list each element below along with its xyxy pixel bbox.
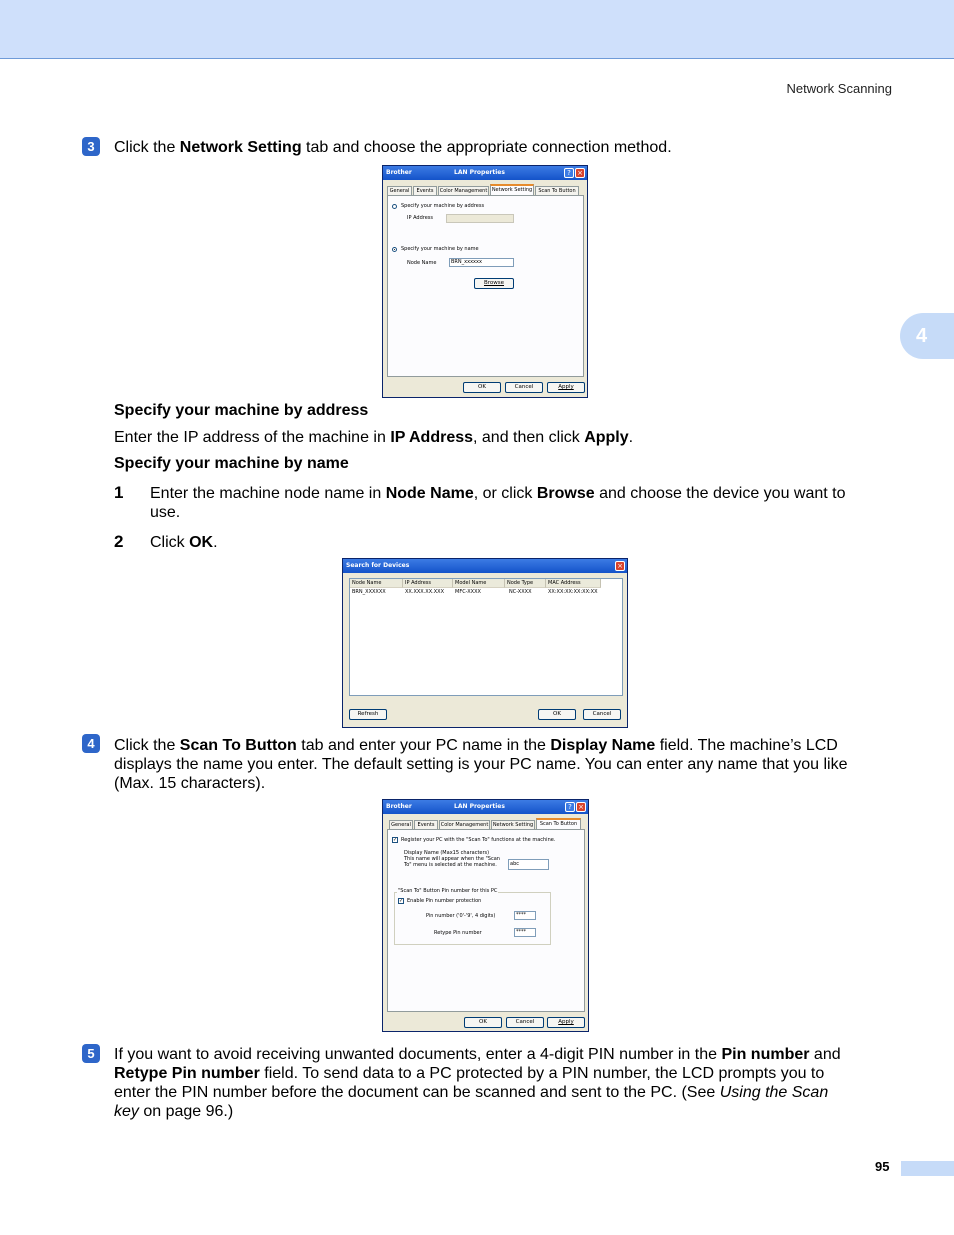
header-band	[0, 0, 954, 59]
name-radio[interactable]	[392, 247, 397, 252]
step-5-text-line-1: If you want to avoid receiving unwanted documents, enter a 4-digit PIN number in the Pin number and	[114, 1046, 841, 1063]
network-setting-panel	[387, 195, 584, 377]
close-button[interactable]: ×	[576, 802, 586, 812]
help-button[interactable]: ?	[565, 802, 575, 812]
close-button[interactable]: ×	[575, 168, 585, 178]
step-4-text-line-2: displays the name you enter. The default setting is your PC name. You can enter any name that you like	[114, 756, 848, 773]
tab-general[interactable]: General	[387, 186, 412, 195]
ok-button[interactable]: OK	[464, 1017, 502, 1028]
column-mac-address[interactable]: MAC Address	[546, 579, 601, 588]
step-5-text-line-4: key on page 96.)	[114, 1103, 234, 1120]
row-mac-address: XX:XX:XX:XX:XX:XX	[548, 589, 598, 595]
step-5-badge: 5	[82, 1044, 100, 1063]
cancel-button[interactable]: Cancel	[506, 1017, 544, 1028]
name-heading: Specify your machine by name	[114, 455, 349, 472]
ip-address-input[interactable]	[446, 214, 514, 223]
item-2-text: Click OK.	[150, 534, 218, 551]
step-4-badge: 4	[82, 734, 100, 753]
apply-button[interactable]: Apply	[547, 1017, 585, 1028]
ok-button[interactable]: OK	[463, 382, 501, 393]
tab-scan-to-button[interactable]: Scan To Button	[536, 818, 581, 830]
page-number: 95	[875, 1159, 890, 1174]
tab-network-setting[interactable]: Network Setting	[492, 822, 534, 828]
refresh-button[interactable]: Refresh	[349, 709, 387, 720]
address-radio-label: Specify your machine by address	[401, 203, 485, 209]
item-1-number: 1	[114, 483, 124, 502]
scan-to-button-panel	[387, 829, 585, 1012]
ok-button[interactable]: OK	[538, 709, 576, 720]
step-5-text-line-3: enter the PIN number before the document can be scanned and sent to the PC. (See Using the Scan	[114, 1084, 829, 1101]
pin-number-input[interactable]: ****	[514, 911, 536, 920]
column-node-name[interactable]: Node Name	[350, 579, 403, 588]
search-for-devices-dialog	[342, 558, 628, 728]
register-checkbox[interactable]: ✓	[393, 837, 398, 843]
page-number-bar	[901, 1161, 954, 1176]
step-4-text-line-1: Click the Scan To Button tab and enter your PC name in the Display Name field. The machine’s LCD	[114, 737, 838, 754]
item-1-text: Enter the machine node name in Node Name, or click Browse and choose the device you want to	[150, 485, 846, 502]
dialog-titlebar: Brother LAN Properties	[383, 166, 587, 180]
lan-properties-scan-to-dialog	[382, 799, 589, 1032]
node-name-input[interactable]: BRN_xxxxxx	[449, 258, 514, 267]
step-3-badge: 3	[82, 137, 100, 156]
address-instruction: Enter the IP address of the machine in IP Address, and then click Apply.	[114, 429, 634, 446]
chapter-tab: 4	[900, 313, 954, 359]
retype-pin-label: Retype Pin number	[434, 930, 482, 936]
lan-properties-network-dialog	[382, 165, 588, 398]
column-ip-address[interactable]: IP Address	[403, 579, 453, 588]
tab-events[interactable]: Events	[413, 186, 437, 195]
enable-pin-checkbox[interactable]: ✓	[399, 898, 404, 904]
section-title: Network Scanning	[786, 81, 892, 96]
tab-color-management[interactable]: Color Management	[439, 188, 488, 194]
step-5-text-line-2: Retype Pin number field. To send data to a PC protected by a PIN number, the LCD prompts you to	[114, 1065, 825, 1082]
node-name-label: Node Name	[407, 260, 437, 266]
name-radio-label: Specify your machine by name	[401, 246, 479, 252]
tab-color-management[interactable]: Color Management	[440, 822, 489, 828]
cancel-button[interactable]: Cancel	[583, 709, 621, 720]
display-name-hint-2: To" menu is selected at the machine.	[404, 862, 497, 868]
row-node-type: NC-XXXX	[509, 589, 532, 595]
step-4-text-line-3: (Max. 15 characters).	[114, 775, 266, 792]
ip-address-label: IP Address	[407, 215, 433, 221]
tab-general[interactable]: General	[389, 820, 413, 829]
address-heading: Specify your machine by address	[114, 402, 369, 419]
step-3-text: Click the Network Setting tab and choose the appropriate connection method.	[114, 139, 672, 156]
cancel-button[interactable]: Cancel	[505, 382, 543, 393]
pin-number-label: Pin number ('0'-'9', 4 digits)	[426, 913, 496, 919]
close-button[interactable]: ×	[615, 561, 625, 571]
item-1-text-continued: use.	[150, 504, 181, 521]
column-model-name[interactable]: Model Name	[453, 579, 505, 588]
item-2-number: 2	[114, 532, 124, 551]
help-button[interactable]: ?	[564, 168, 574, 178]
display-name-input[interactable]: abc	[508, 859, 549, 870]
display-name-label: Display Name (Max15 characters)	[404, 850, 490, 856]
tab-events[interactable]: Events	[414, 820, 438, 829]
address-radio[interactable]	[392, 204, 397, 209]
column-node-type[interactable]: Node Type	[505, 579, 546, 588]
dialog-titlebar: Search for Devices	[343, 559, 627, 573]
display-name-hint-1: This name will appear when the "Scan	[404, 856, 500, 862]
apply-button[interactable]: Apply	[547, 382, 585, 393]
device-list[interactable]	[349, 578, 623, 696]
row-node-name[interactable]: BRN_XXXXXX	[352, 589, 386, 595]
browse-button[interactable]: Browse	[474, 278, 514, 289]
pin-group-title: "Scan To" Button Pin number for this PC	[398, 888, 498, 894]
retype-pin-input[interactable]: ****	[514, 928, 536, 937]
row-model-name: MFC-XXXX	[455, 589, 481, 595]
tab-network-setting[interactable]: Network Setting	[490, 184, 534, 196]
cross-reference-link: Using the Scan	[719, 1084, 829, 1101]
row-ip-address: XX.XXX.XX.XXX	[405, 589, 445, 595]
register-label: Register your PC with the "Scan To" functions at the machine.	[401, 837, 556, 843]
tab-scan-to-button[interactable]: Scan To Button	[535, 186, 579, 195]
enable-pin-label: Enable Pin number protection	[407, 898, 482, 904]
dialog-titlebar: Brother LAN Properties	[383, 800, 588, 814]
